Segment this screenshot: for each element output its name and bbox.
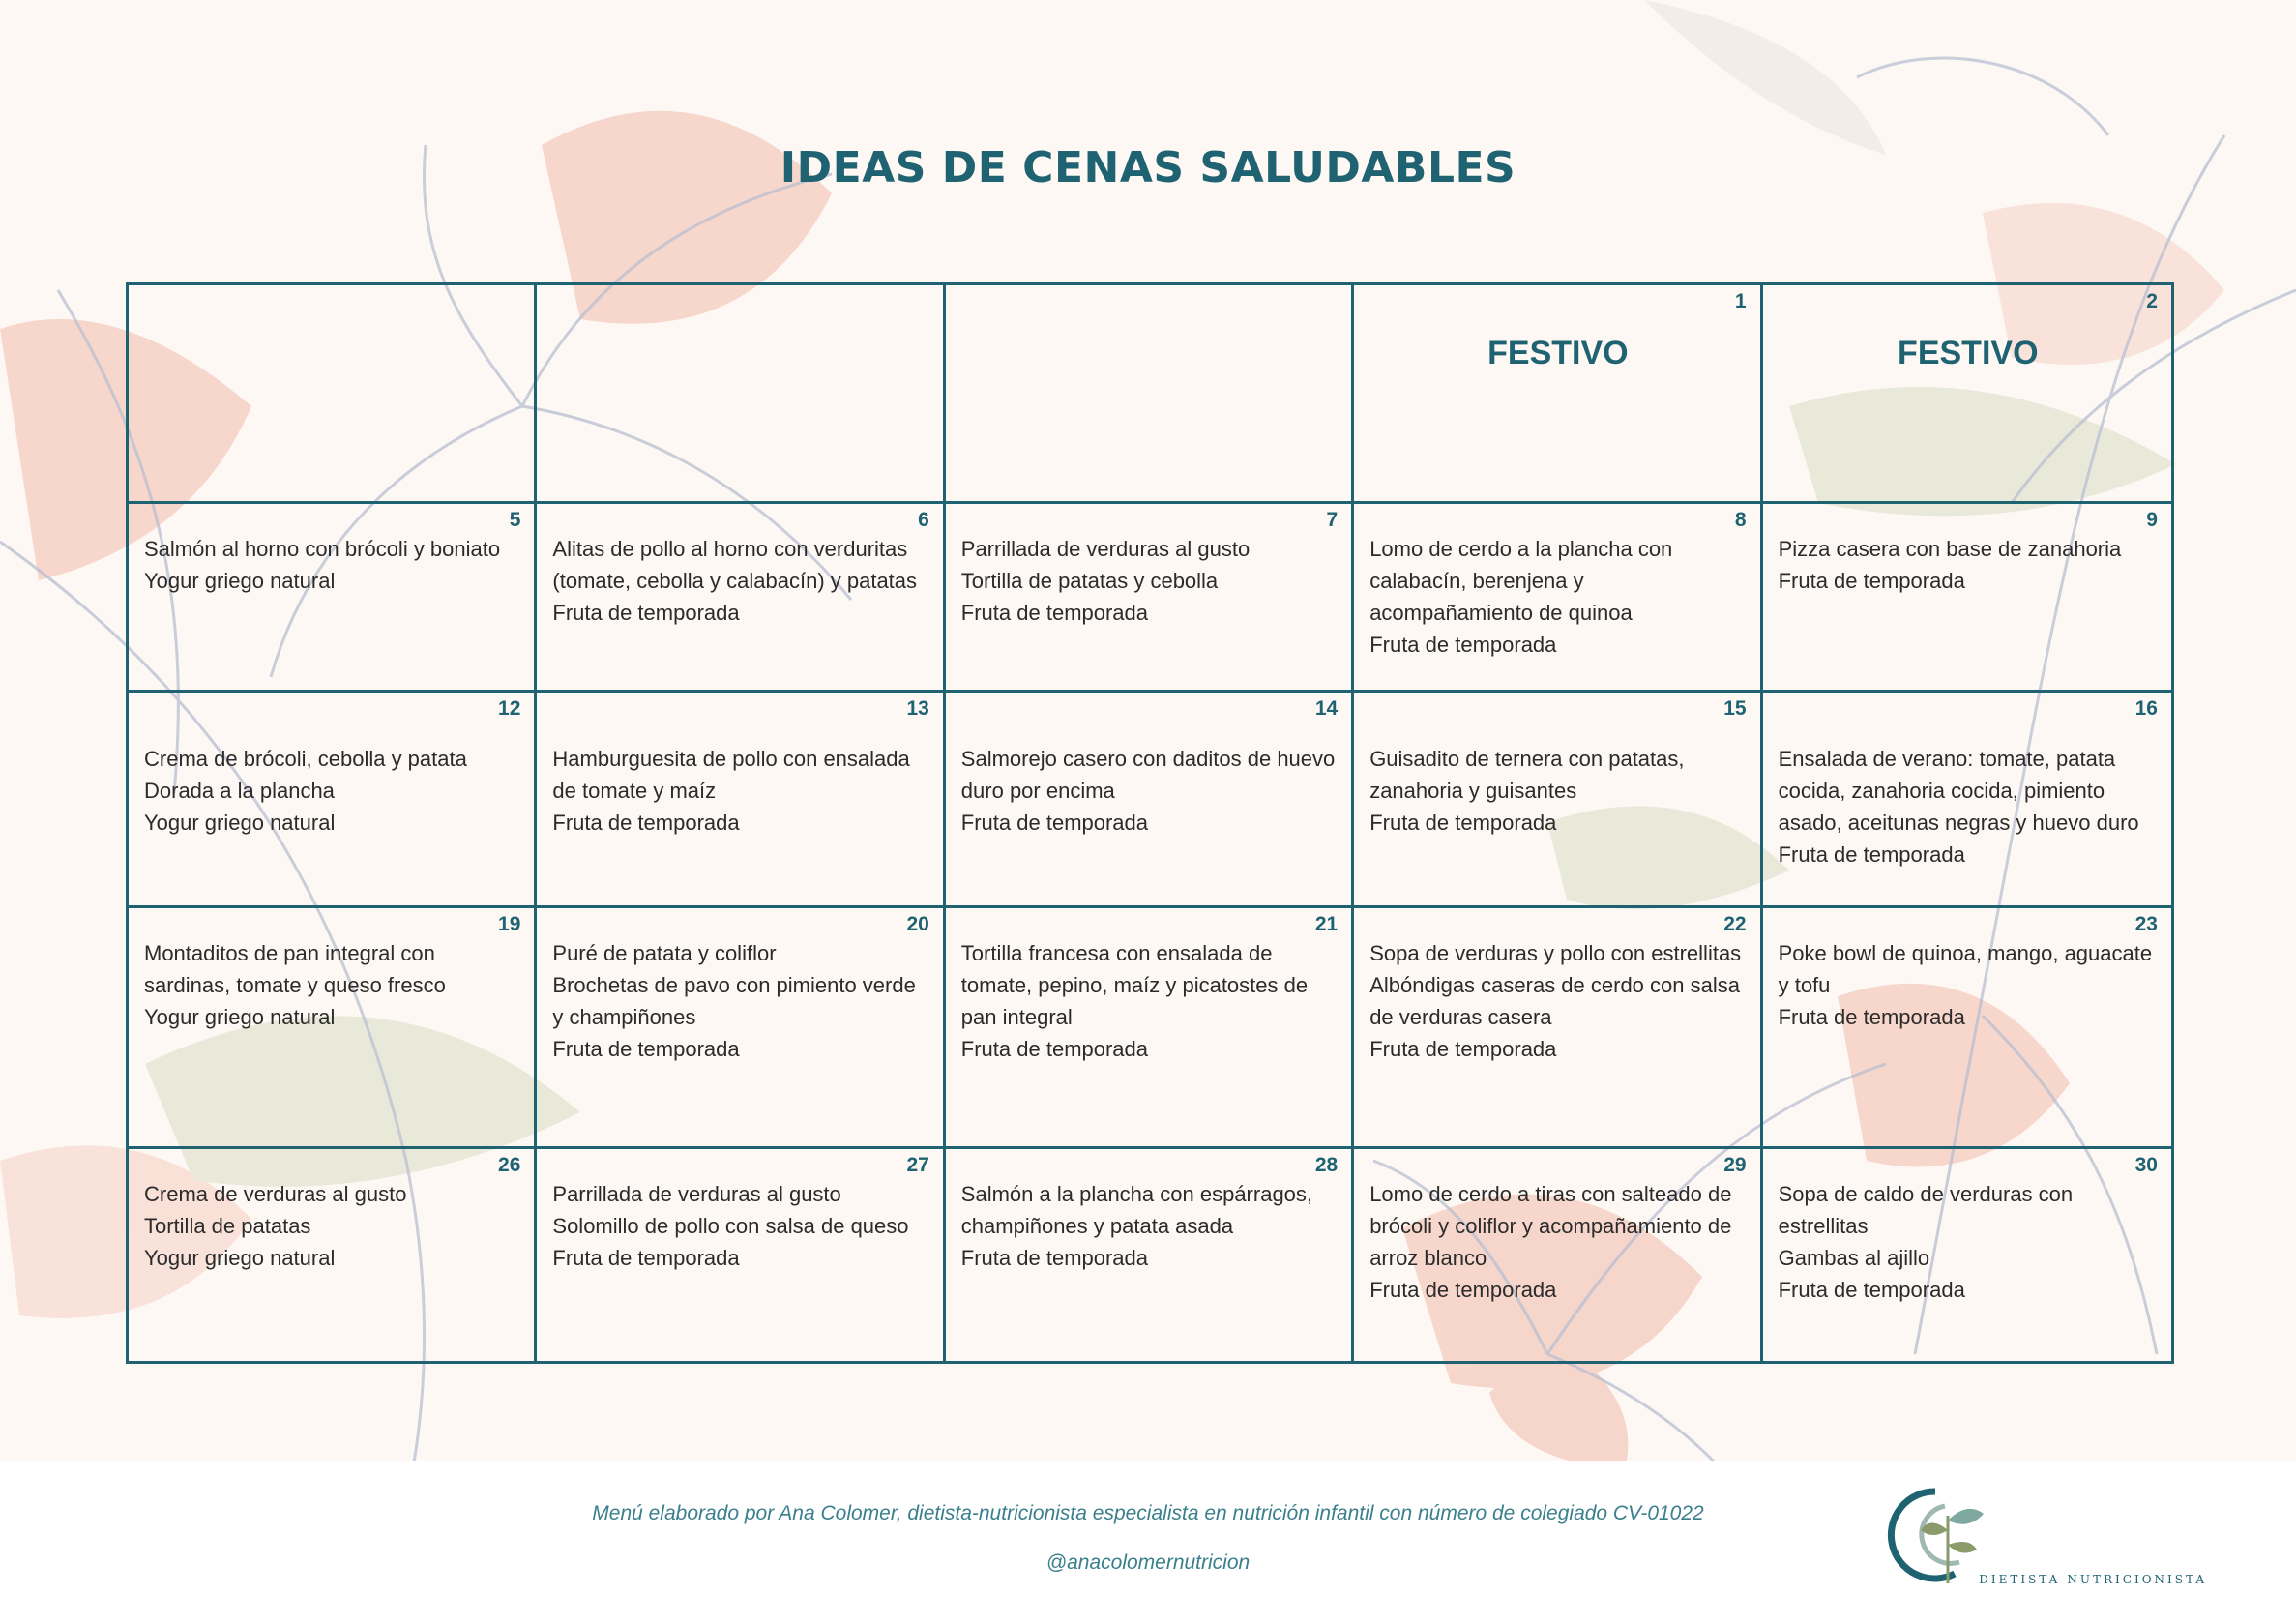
meal-item: Ensalada de verano: tomate, patata cocida, zanahoria cocida, pimiento asado, aceitunas negras y huevo duro (1778, 747, 2139, 835)
meal-item: Crema de verduras al gusto (144, 1182, 407, 1206)
meal-item: Albóndigas caseras de cerdo con salsa de verduras casera (1369, 973, 1740, 1029)
day-number: 30 (2134, 1154, 2158, 1176)
meal-item: Dorada a la plancha (144, 779, 335, 803)
meal-item: Lomo de cerdo a la plancha con calabacín, berenjena y acompañamiento de quinoa (1369, 537, 1673, 625)
day-number: 8 (1734, 509, 1747, 531)
calendar-cell (946, 1149, 1354, 1361)
meal-item: Fruta de temporada (960, 1037, 1149, 1061)
meal-list (552, 937, 928, 1065)
day-number: 23 (2134, 913, 2158, 935)
day-number: 6 (918, 509, 929, 531)
day-number: 15 (1723, 697, 1747, 720)
day-number: 22 (1723, 913, 1747, 935)
calendar-cell (537, 1149, 945, 1361)
meal-list (1779, 937, 2158, 1033)
meal-list (961, 1178, 1338, 1274)
day-number: 28 (1314, 1154, 1339, 1176)
meal-item: Tortilla de patatas y cebolla (960, 569, 1219, 593)
calendar-cell (1354, 504, 1762, 693)
calendar-cell (1354, 285, 1762, 504)
day-number: 20 (906, 913, 929, 935)
calendar-cell (946, 504, 1354, 693)
meal-item: Yogur griego natural (144, 569, 336, 593)
meal-list (552, 743, 928, 839)
meal-item: Fruta de temporada (552, 601, 740, 625)
meal-item: Hamburguesita de pollo con ensalada de tomate y maíz (552, 747, 910, 803)
meal-item: Salmón a la plancha con espárragos, champiñones y patata asada (960, 1182, 1313, 1238)
meal-item: Yogur griego natural (144, 1246, 336, 1270)
calendar-cell (1354, 908, 1762, 1149)
meal-item: Pizza casera con base de zanahoria (1778, 537, 2122, 561)
meal-list (1779, 743, 2158, 871)
meal-list (1369, 743, 1746, 839)
calendar-cell (537, 285, 945, 504)
meal-item: Solomillo de pollo con salsa de queso (552, 1214, 909, 1238)
leaf-monogram-logo-icon (1863, 1477, 2211, 1593)
day-number: 29 (1723, 1154, 1747, 1176)
day-number: 7 (1326, 509, 1339, 531)
calendar-cell (1763, 693, 2171, 908)
page-title: IDEAS DE CENAS SALUDABLES (780, 143, 1516, 192)
meal-item: Fruta de temporada (1778, 1005, 1965, 1029)
meal-item: Brochetas de pavo con pimiento verde y champiñones (552, 973, 916, 1029)
meal-item: Fruta de temporada (552, 1246, 740, 1270)
calendar-cell (1763, 1149, 2171, 1361)
calendar-cell (129, 285, 537, 504)
calendar-cell (946, 285, 1354, 504)
calendar-cell (1354, 1149, 1762, 1361)
meal-item: Fruta de temporada (960, 1246, 1149, 1270)
meal-item: Fruta de temporada (1369, 811, 1557, 835)
day-number: 26 (498, 1154, 521, 1176)
meal-item: Fruta de temporada (552, 811, 740, 835)
meal-list (961, 937, 1338, 1065)
day-number (144, 289, 520, 314)
meal-item: Parrillada de verduras al gusto (960, 537, 1251, 561)
day-number: 5 (509, 509, 521, 531)
calendar-cell (1354, 693, 1762, 908)
footer-credit: Menú elaborado por Ana Colomer, dietista-nutricionista especialista en nutrición infantil con número de colegiado CV-01022 (592, 1502, 1704, 1524)
meal-list (1369, 937, 1746, 1065)
day-number (961, 289, 1338, 314)
meal-item: Yogur griego natural (144, 1005, 336, 1029)
meal-item: Tortilla francesa con ensalada de tomate, pepino, maíz y picatostes de pan integral (960, 941, 1309, 1029)
meal-item: Poke bowl de quinoa, mango, aguacate y tofu (1778, 941, 2153, 997)
calendar-cell (129, 908, 537, 1149)
meal-item: Tortilla de patatas (144, 1214, 311, 1238)
meal-list (552, 533, 928, 629)
meal-item: Fruta de temporada (1778, 1278, 1965, 1302)
meal-list (961, 743, 1338, 839)
meal-item: Guisadito de ternera con patatas, zanahoria y guisantes (1369, 747, 1685, 803)
meal-list (1779, 1178, 2158, 1306)
meal-list (1369, 1178, 1746, 1306)
day-number: 16 (2134, 697, 2158, 720)
meal-item: Salmón al horno con brócoli y boniato (144, 537, 501, 561)
meal-item: Fruta de temporada (1778, 569, 1965, 593)
meal-item: Fruta de temporada (1369, 633, 1557, 657)
calendar-cell (1763, 908, 2171, 1149)
meal-list (961, 533, 1338, 629)
meal-item: Salmorejo casero con daditos de huevo duro por encima (960, 747, 1336, 803)
day-number: 2 (2146, 290, 2158, 312)
day-number: 21 (1314, 913, 1339, 935)
meal-item: Yogur griego natural (144, 811, 336, 835)
calendar-cell (946, 693, 1354, 908)
day-number (552, 289, 928, 314)
meal-item: Sopa de caldo de verduras con estrellitas (1778, 1182, 2074, 1238)
meal-item: Fruta de temporada (960, 601, 1149, 625)
meal-item: Alitas de pollo al horno con verduritas (tomate, cebolla y calabacín) y patatas (552, 537, 918, 593)
footer-social-handle[interactable]: @anacolomernutricion (1045, 1551, 1251, 1574)
day-number: 12 (498, 697, 521, 720)
meal-list (1369, 533, 1746, 661)
holiday-label: FESTIVO (1487, 335, 1629, 371)
meal-list (144, 1178, 520, 1274)
calendar-cell (537, 504, 945, 693)
day-number: 19 (498, 913, 521, 935)
meal-item: Crema de brócoli, cebolla y patata (144, 747, 467, 771)
meal-item: Gambas al ajillo (1778, 1246, 1930, 1270)
meal-calendar (126, 282, 2174, 1364)
calendar-cell (537, 908, 945, 1149)
meal-list (144, 743, 520, 839)
meal-item: Lomo de cerdo a tiras con salteado de brócoli y coliflor y acompañamiento de arroz blanco (1369, 1182, 1732, 1270)
day-number: 9 (2146, 509, 2158, 531)
day-number: 13 (906, 697, 929, 720)
meal-item: Fruta de temporada (1369, 1037, 1557, 1061)
calendar-cell (1763, 285, 2171, 504)
holiday-label: FESTIVO (1898, 335, 2039, 371)
calendar-cell (129, 504, 537, 693)
meal-list (144, 533, 520, 597)
meal-item: Fruta de temporada (960, 811, 1149, 835)
meal-list (144, 937, 520, 1033)
day-number: 14 (1314, 697, 1339, 720)
day-number: 27 (906, 1154, 929, 1176)
calendar-cell (1763, 504, 2171, 693)
meal-item: Montaditos de pan integral con sardinas, tomate y queso fresco (144, 941, 446, 997)
logo-subtitle: DIETISTA-NUTRICIONISTA (1979, 1573, 2207, 1586)
calendar-cell (129, 1149, 537, 1361)
calendar-cell (537, 693, 945, 908)
day-number: 1 (1734, 290, 1747, 312)
meal-item: Fruta de temporada (1369, 1278, 1557, 1302)
calendar-cell (129, 693, 537, 908)
meal-item: Parrillada de verduras al gusto (552, 1182, 841, 1206)
meal-item: Puré de patata y coliflor (552, 941, 777, 965)
calendar-cell (946, 908, 1354, 1149)
meal-list (552, 1178, 928, 1274)
meal-item: Sopa de verduras y pollo con estrellitas (1369, 941, 1742, 965)
meal-item: Fruta de temporada (1778, 842, 1965, 867)
meal-item: Fruta de temporada (552, 1037, 740, 1061)
meal-list (1779, 533, 2158, 597)
